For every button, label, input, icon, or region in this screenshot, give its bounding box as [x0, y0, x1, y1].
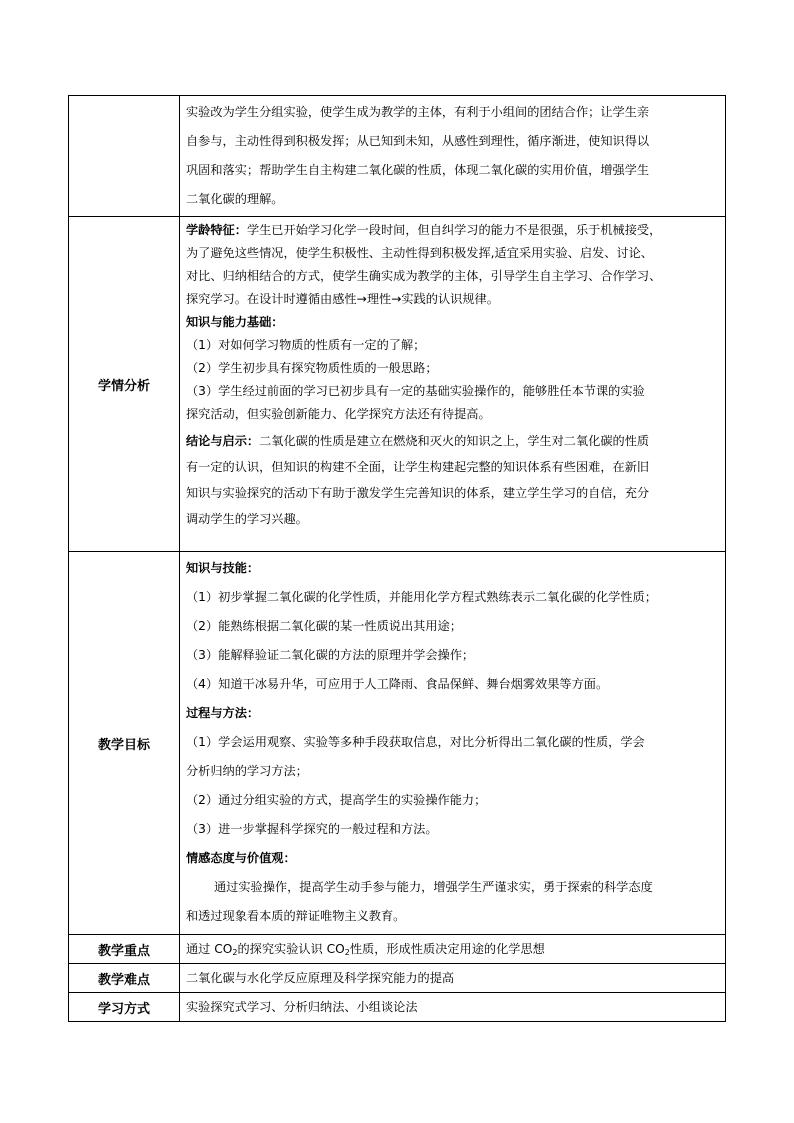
key-points-content [180, 935, 726, 964]
process-heading: 过程与方法： [186, 706, 260, 720]
design-rationale-text [180, 96, 726, 217]
row-design-rationale [69, 96, 726, 217]
lesson-plan-table [68, 95, 726, 1022]
difficult-points-text: 二氧化碳与水化学反应原理及科学探究能力的提高 [180, 964, 726, 993]
text-line: 二氧化碳的性质是建立在燃烧和灭火的知识之上，学生对二氧化碳的性质 [259, 434, 650, 448]
text-line: （2）通过分组实验的方式，提高学生的实验操作能力； [186, 793, 487, 807]
text-line: （1）学会运用观察、实验等多种手段获取信息，对比分析得出二氧化碳的性质，学会 [186, 735, 645, 749]
row-learner-analysis [69, 217, 726, 552]
knowledge-heading: 知识与能力基础： [186, 315, 284, 329]
text-line: （3）进一步掌握科学探究的一般过程和方法。 [186, 822, 438, 836]
text-line: 探究活动，但实验创新能力、化学探究方法还有待提高。 [186, 407, 491, 421]
row-label-teaching-objectives: 教学目标 [69, 552, 180, 935]
text-line: 对比、归纳相结合的方式，使学生确实成为教学的主体，引导学生自主学习、合作学习、 [186, 269, 662, 283]
text-line: （4）知道干冰易升华，可应用于人工降雨、食品保鲜、舞台烟雾效果等方面。 [186, 677, 609, 691]
text-line: 探究学习。在设计时遵循由感性→理性→实践的认识规律。 [186, 292, 499, 306]
text-line: （3）学生经过前面的学习已初步具有一定的基础实验操作的，能够胜任本节课的实验 [186, 384, 645, 398]
text-line: 有一定的认识，但知识的构建不全面，让学生构建起完整的知识体系有些困难，在新旧 [186, 460, 650, 474]
subscript-2: 2 [344, 948, 350, 957]
key-points-text-b: 的探究实验认识 CO [237, 942, 345, 956]
text-line: 知识与实验探究的活动下有助于激发学生完善知识的体系，建立学生学习的自信，充分 [186, 486, 650, 500]
text-line: （2）学生初步具有探究物质性质的一般思路； [186, 361, 438, 375]
text-line: （1）对如何学习物质的性质有一定的了解； [186, 338, 426, 352]
row-label-difficult-points: 教学难点 [69, 964, 180, 993]
text-line: 巩固和落实；帮助学生自主构建二氧化碳的性质，体现二氧化碳的实用价值，增强学生 [186, 163, 650, 177]
row-teaching-objectives [69, 552, 726, 935]
teaching-objectives-content [180, 552, 726, 935]
row-learning-methods [69, 993, 726, 1022]
conclusion-heading: 结论与启示： [186, 434, 260, 448]
row-key-points [69, 935, 726, 964]
row-label-key-points: 教学重点 [69, 935, 180, 964]
text-line: 分析归纳的学习方法； [186, 764, 308, 778]
row-difficult-points [69, 964, 726, 993]
text-line: 和透过现象看本质的辩证唯物主义教育。 [186, 909, 406, 923]
text-line: 实验改为学生分组实验，使学生成为教学的主体，有利于小组间的团结合作；让学生亲 [186, 105, 650, 119]
skills-heading: 知识与技能： [186, 561, 260, 575]
emotion-heading: 情感态度与价值观： [186, 851, 296, 865]
text-line: 通过实验操作，提高学生动手参与能力，增强学生严谨求实，勇于探索的科学态度 [214, 880, 653, 894]
key-points-text-c: 性质，形成性质决定用途的化学思想 [349, 942, 545, 956]
key-points-text-a: 通过 CO [186, 942, 233, 956]
text-line: （1）初步掌握二氧化碳的化学性质，并能用化学方程式熟练表示二氧化碳的化学性质； [186, 590, 657, 604]
row-label-learner-analysis: 学情分析 [69, 217, 180, 552]
text-line: 自参与，主动性得到积极发挥；从已知到未知，从感性到理性，循序渐进，使知识得以 [186, 134, 650, 148]
text-line: 为了避免这些情况，使学生积极性、主动性得到积极发挥,适宜采用实验、启发、讨论、 [186, 246, 653, 260]
row-label-empty [69, 96, 180, 217]
learning-methods-text: 实验探究式学习、分析归纳法、小组谈论法 [180, 993, 726, 1022]
text-line: 学生已开始学习化学一段时间，但自纠学习的能力不是很强，乐于机械接受， [246, 223, 662, 237]
age-features-line [186, 219, 719, 242]
text-line: （2）能熟练根据二氧化碳的某一性质说出其用途； [186, 619, 462, 633]
learner-analysis-content [180, 217, 726, 552]
subscript-2: 2 [232, 948, 238, 957]
text-line: 二氧化碳的理解。 [186, 192, 284, 206]
row-label-learning-methods: 学习方式 [69, 993, 180, 1022]
text-line: （3）能解释验证二氧化碳的方法的原理并学会操作； [186, 648, 475, 662]
age-features-heading: 学龄特征： [186, 223, 247, 237]
text-line: 调动学生的学习兴趣。 [186, 512, 308, 526]
conclusion-line [186, 428, 719, 454]
